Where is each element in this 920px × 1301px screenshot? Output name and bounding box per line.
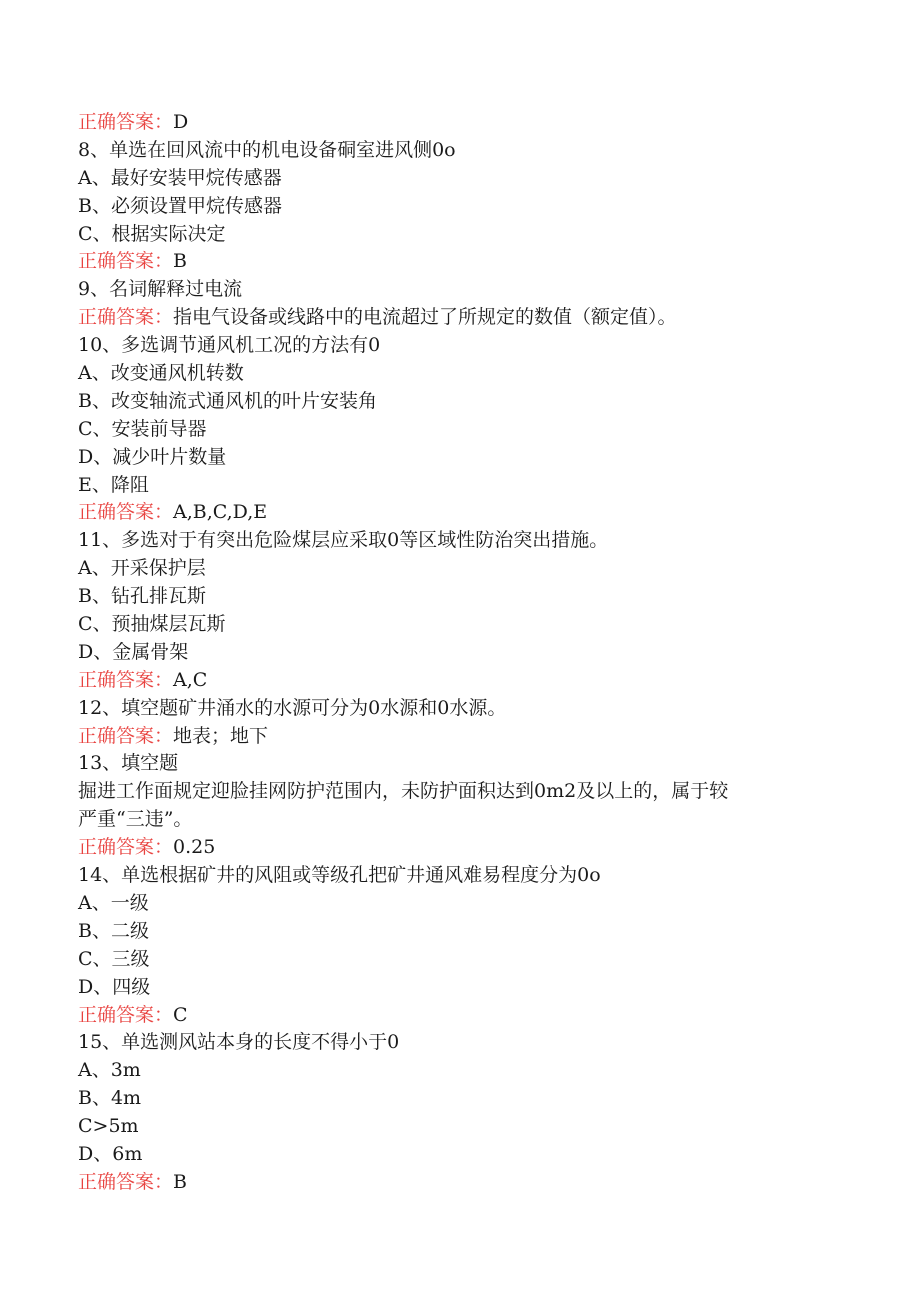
text-line: 13、填空题 [78,752,179,775]
text-line: C、预抽煤层瓦斯 [78,613,226,636]
text-line: A、改变通风机转数 [78,362,244,385]
text-line: A、一级 [78,891,149,914]
text-line: A、3m [78,1059,141,1082]
text-line: A、最好安装甲烷传感器 [78,166,282,189]
answer-line [78,304,838,332]
answer-line [78,248,838,276]
answer-line [78,667,838,695]
answer-label: 正确答案： [78,1170,174,1193]
text-line: D、6m [78,1142,143,1165]
text-line: 严重“三违”。 [78,808,193,831]
answer-label: 正确答案： [78,111,174,133]
answer-value: C [173,1003,188,1026]
answer-value: 指电气设备或线路中的电流超过了所规定的数值（额定值）。 [173,306,677,329]
text-line: D、金属骨架 [78,640,189,663]
text-line: 12、填空题矿井涌水的水源可分为0水源和0水源。 [78,696,507,719]
answer-value: A,B,C,D,E [173,501,268,524]
answer-value: A,C [173,668,208,691]
text-line: B、二级 [78,919,149,942]
text-line: 10、多选调节通风机工况的方法有0 [78,334,381,357]
answer-value: 地表；地下 [173,724,269,747]
text-line: E、降阻 [78,473,149,496]
text-line: 9、名词解释过电流 [78,278,243,301]
answer-label: 正确答案： [78,724,174,747]
document-body [78,109,838,1197]
answer-label: 正确答案： [78,836,174,859]
answer-line [78,109,838,137]
answer-line [78,723,838,751]
answer-value: B [173,250,187,273]
answer-line [78,834,838,862]
text-line: D、四级 [78,975,151,998]
text-line: C、三级 [78,947,150,970]
text-line: 14、单选根据矿井的风阻或等级孔把矿井通风难易程度分为0o [78,864,601,887]
text-line: B、4m [78,1087,142,1110]
answer-line [78,1002,838,1030]
text-line: C、安装前导器 [78,417,207,440]
answer-line [78,499,838,527]
answer-value: 0.25 [173,836,216,859]
text-line: 11、多选对于有突出危险煤层应采取0等区域性防治突出措施。 [78,529,609,552]
text-line: 15、单选测风站本身的长度不得小于0 [78,1031,400,1054]
answer-value: D [173,111,189,133]
answer-label: 正确答案： [78,668,174,691]
answer-value: B [173,1170,187,1193]
text-line: 8、单选在回风流中的机电设备硐室进风侧0o [78,138,456,161]
text-line: C>5m [78,1115,139,1138]
answer-label: 正确答案： [78,1003,174,1026]
text-line: 掘进工作面规定迎脸挂网防护范围内，未防护面积达到0m2及以上的，属于较 [78,780,729,803]
text-line: B、必须设置甲烷传感器 [78,194,282,217]
answer-label: 正确答案： [78,501,174,524]
answer-label: 正确答案： [78,250,174,273]
text-line: D、减少叶片数量 [78,445,227,468]
text-line: C、根据实际决定 [78,222,226,245]
text-line: A、开采保护层 [78,557,206,580]
text-line: B、改变轴流式通风机的叶片安装角 [78,389,377,412]
answer-label: 正确答案： [78,306,174,329]
text-line: B、钻孔排瓦斯 [78,585,206,608]
answer-line [78,1169,838,1197]
